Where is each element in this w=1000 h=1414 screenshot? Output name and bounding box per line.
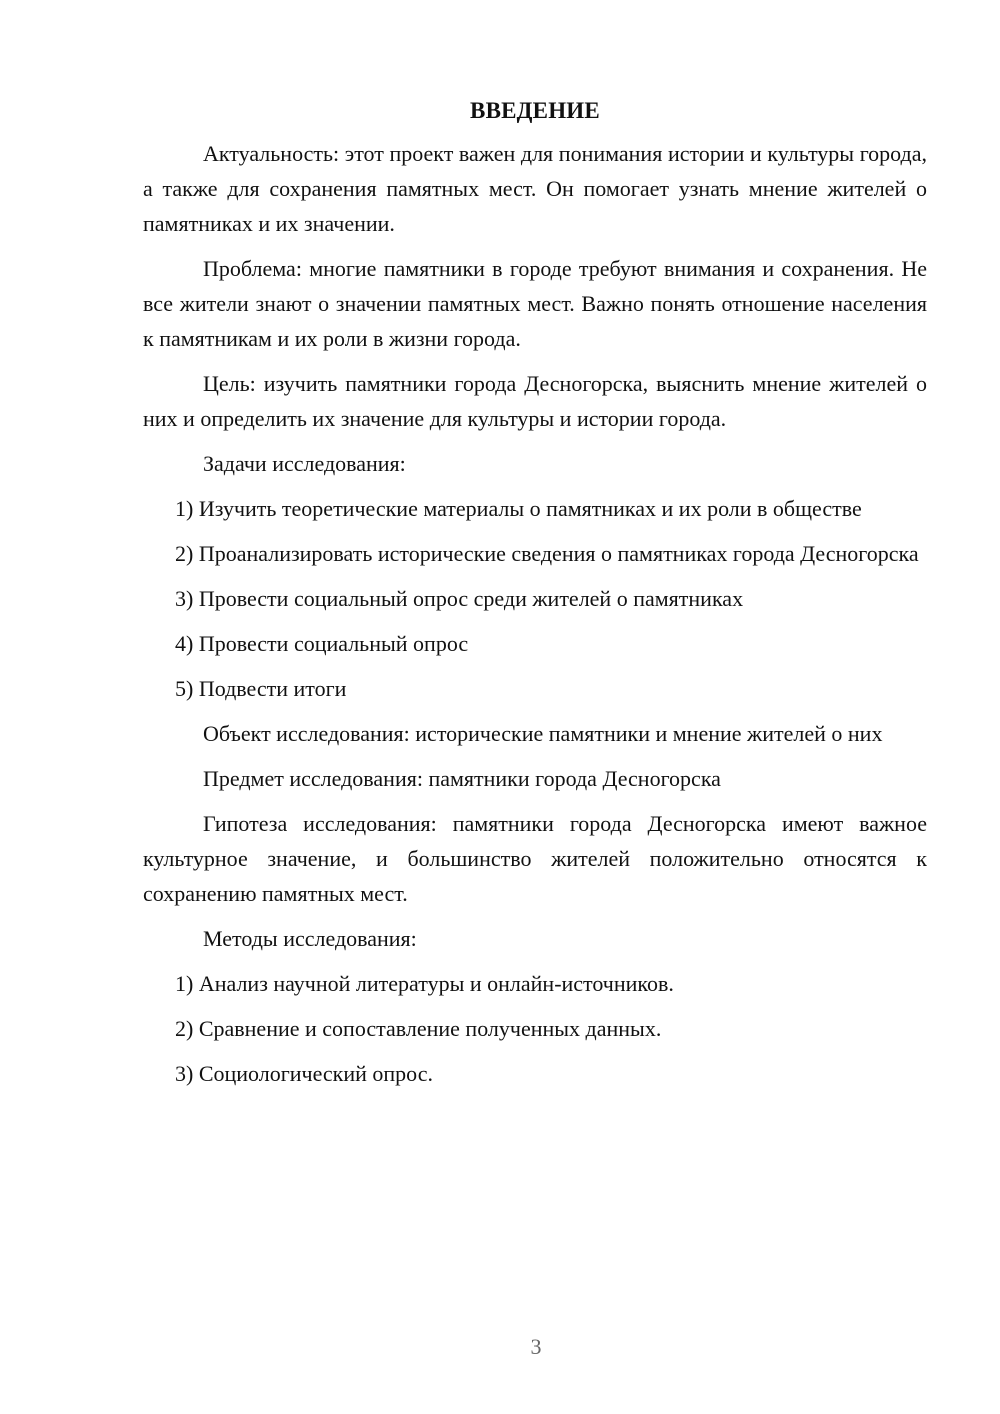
paragraph-object: Объект исследования: исторические памятники и мнение жителей о них — [203, 721, 883, 746]
page-number: 3 — [530, 1334, 542, 1359]
methods-heading: Методы исследования: — [203, 926, 417, 951]
paragraph-hypothesis: Гипотеза исследования: памятники города Десногорска имеют важное культурное значение, и большинство жителей положительно относятся к сохранению памятных мест. — [143, 811, 927, 906]
task-item-5: 5) Подвести итоги — [175, 676, 347, 701]
task-item-1: 1) Изучить теоретические материалы о памятниках и их роли в обществе — [175, 496, 862, 521]
paragraph-subject: Предмет исследования: памятники города Десногорска — [203, 766, 721, 791]
method-item-1: 1) Анализ научной литературы и онлайн-источников. — [175, 971, 674, 996]
section-title: ВВЕДЕНИЕ — [470, 98, 600, 123]
task-item-4: 4) Провести социальный опрос — [175, 631, 469, 656]
task-item-3: 3) Провести социальный опрос среди жителей о памятниках — [175, 586, 744, 611]
paragraph-problem: Проблема: многие памятники в городе требуют внимания и сохранения. Не все жители знают о значении памятных мест. Важно понять отношение населения к памятникам и их роли в жизни города. — [143, 256, 927, 351]
paragraph-relevance: Актуальность: этот проект важен для понимания истории и культуры города, а также для сохранения памятных мест. Он помогает узнать мнение жителей о памятниках и их значении. — [143, 141, 927, 236]
task-item-2: 2) Проанализировать исторические сведения о памятниках города Десногорска — [175, 541, 919, 566]
paragraph-goal: Цель: изучить памятники города Десногорска, выяснить мнение жителей о них и определить их значение для культуры и истории города. — [143, 371, 927, 431]
tasks-heading: Задачи исследования: — [203, 451, 406, 476]
page-content — [143, 93, 927, 1101]
method-item-3: 3) Социологический опрос. — [175, 1061, 433, 1086]
method-item-2: 2) Сравнение и сопоставление полученных данных. — [175, 1016, 662, 1041]
